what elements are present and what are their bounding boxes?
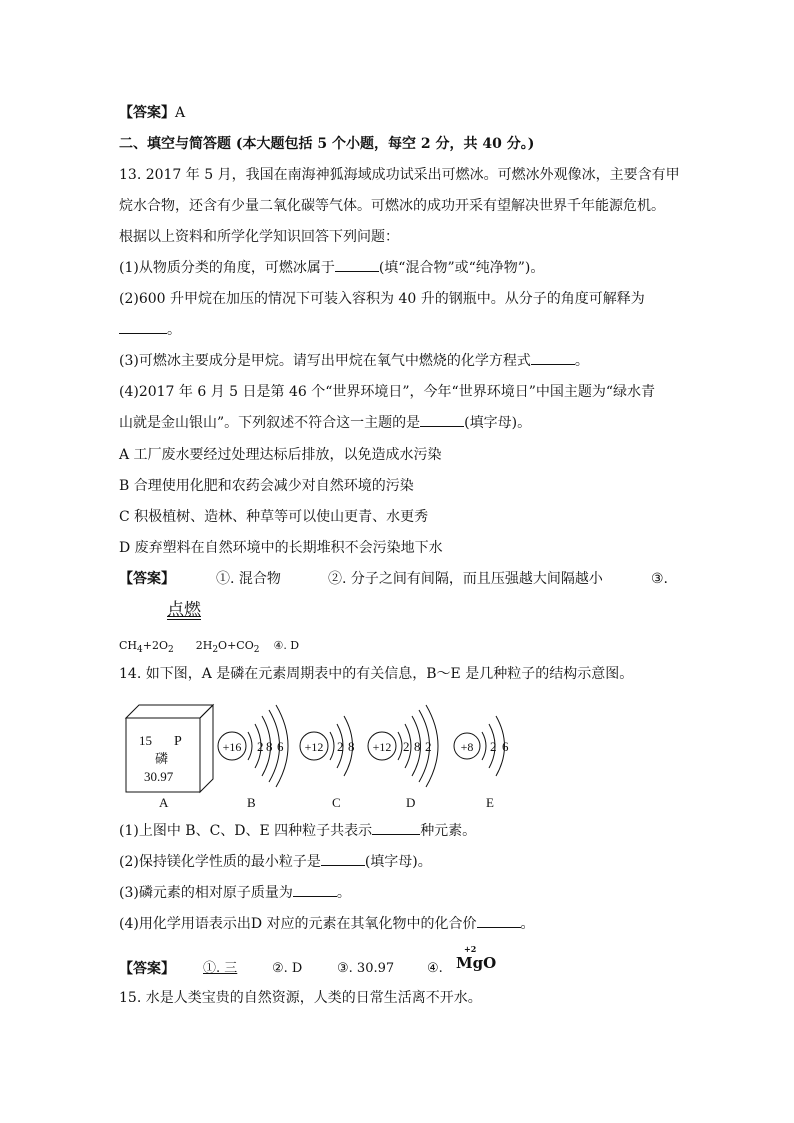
- nucleus-c: +12: [304, 740, 324, 754]
- q14-answer-3: ③. 30.97: [337, 961, 395, 976]
- q13-part2-cont: [119, 321, 181, 339]
- cube-symbol: P: [174, 734, 182, 749]
- q13-option-d: D 废弃塑料在自然环境中的长期堆积不会污染地下水: [119, 540, 443, 556]
- eq-o2-sub: 2: [167, 645, 174, 656]
- label-d: D: [406, 795, 416, 810]
- q13-part2: (2)600 升甲烷在加压的情况下可装入容积为 40 升的钢瓶中。从分子的角度可解释为: [119, 291, 645, 307]
- answer-label: 【答案】: [119, 105, 175, 121]
- q14-part4-text: (4)用化学用语表示出D 对应的元素在其氧化物中的化合价: [119, 916, 477, 932]
- shell-b-2: 8: [266, 739, 273, 754]
- q14-part1-text: (1)上图中 B、C、D、E 四种粒子共表示: [119, 823, 373, 839]
- answer-blank[interactable]: [477, 915, 521, 928]
- shell-e-1: 2: [490, 739, 497, 754]
- q13-part4-text: 山就是金山银山”。下列叙述不符合这一主题的是: [119, 415, 421, 431]
- answer-blank[interactable]: [321, 853, 365, 866]
- element-cube: [126, 705, 213, 792]
- eq-h2o-sub: 2: [212, 645, 219, 656]
- q14-answer-label: 【答案】: [119, 961, 175, 977]
- chemical-equation: [119, 637, 299, 659]
- atom-e: [454, 716, 509, 810]
- eq-ch4: CH: [119, 639, 138, 652]
- shell-d-2: 8: [414, 739, 421, 754]
- eq-co2-sub: 2: [253, 645, 260, 656]
- nucleus-d: +12: [372, 740, 392, 754]
- answer-blank[interactable]: [335, 259, 379, 272]
- q13-part3-text: (3)可燃冰主要成分是甲烷。请写出甲烷在氧气中燃烧的化学方程式: [119, 353, 531, 369]
- q15-intro: 15. 水是人类宝贵的自然资源，人类的日常生活离不开水。: [119, 990, 482, 1006]
- shell-c-2: 8: [348, 739, 355, 754]
- answer-blank[interactable]: [119, 321, 167, 334]
- eq-co2: O+CO: [218, 639, 254, 652]
- answer-blank[interactable]: [531, 352, 575, 365]
- answer-value: A: [175, 105, 186, 121]
- label-c: C: [332, 795, 341, 810]
- q13-option-b: B 合理使用化肥和农药会减少对自然环境的污染: [119, 478, 414, 494]
- q13-option-c: C 积极植树、造林、种草等可以使山更青、水更秀: [119, 509, 429, 525]
- q13-option-a: A 工厂废水要经过处理达标后排放，以免造成水污染: [119, 447, 442, 463]
- q14-answer-2: ②. D: [272, 961, 303, 976]
- atom-c: [300, 716, 355, 810]
- q14-answer-4: ④.: [427, 961, 443, 976]
- q13-part2-end: 。: [167, 322, 181, 338]
- q14-intro: 14. 如下图，A 是磷在元素周期表中的有关信息，B～E 是几种粒子的结构示意图。: [119, 666, 634, 682]
- q14-answer-1: [203, 960, 237, 978]
- valence-mark: +2: [464, 944, 477, 954]
- q13-part4: (4)2017 年 6 月 5 日是第 46 个“世界环境日”，今年“世界环境日”中国主题为“绿水青: [119, 384, 656, 400]
- q13-part1-hint: (填“混合物”或“纯净物”)。: [378, 260, 545, 276]
- magnesium-oxide-formula: MgO: [456, 954, 497, 972]
- q13-answer-label: 【答案】: [119, 571, 175, 587]
- atom-d: [368, 705, 438, 810]
- nucleus-b: +16: [222, 740, 242, 754]
- eq-h2o: 2H: [195, 639, 213, 652]
- q13-answer-3: ③.: [651, 571, 669, 587]
- q13-part1-text: (1)从物质分类的角度，可燃冰属于: [119, 260, 335, 276]
- eq-o2: +2O: [142, 639, 168, 652]
- q13-intro-line3: 根据以上资料和所学化学知识回答下列问题：: [119, 229, 399, 245]
- shell-d-1: 2: [403, 739, 410, 754]
- reaction-condition: 点燃: [167, 600, 201, 620]
- label-b: B: [247, 795, 256, 810]
- answer-blank[interactable]: [372, 822, 420, 835]
- q13-answer-2: ②. 分子之间有间隔，而且压强越大间隔越小: [328, 571, 603, 587]
- nucleus-e: +8: [460, 740, 474, 754]
- q14-part2-hint: (填字母)。: [364, 854, 432, 870]
- shell-b-1: 2: [257, 739, 264, 754]
- q14-part3-end: 。: [336, 885, 351, 901]
- q14-part4-end: 。: [520, 916, 535, 932]
- cube-element-name: 磷: [155, 751, 169, 766]
- q14-part2-text: (2)保持镁化学性质的最小粒子是: [119, 854, 321, 870]
- q13-part4-hint: (填字母)。: [464, 415, 532, 431]
- q13-answer-4: ④. D: [273, 639, 300, 652]
- label-a: A: [159, 795, 169, 810]
- q13-intro-line2: 烷水合物，还含有少量二氧化碳等气体。可燃冰的成功开采有望解决世界千年能源危机。: [119, 198, 665, 214]
- q13-answer-1: ①. 混合物: [216, 571, 281, 587]
- label-e: E: [486, 795, 494, 810]
- q14-part4: [119, 915, 535, 933]
- eq-ch4-sub: 4: [137, 645, 143, 656]
- q14-part1: [119, 822, 476, 840]
- atom-structure-diagram: [119, 700, 539, 812]
- shell-b-3: 6: [277, 739, 284, 754]
- cube-atomic-mass: 30.97: [144, 769, 174, 784]
- q14-part3-text: (3)磷元素的相对原子质量为: [119, 885, 293, 901]
- q14-part1-end: 种元素。: [420, 823, 477, 839]
- atom-b: [218, 705, 288, 810]
- section-heading: 二、填空与简答题 (本大题包括 5 个小题，每空 2 分，共 40 分。): [119, 136, 535, 152]
- shell-c-1: 2: [337, 739, 344, 754]
- q13-part1: [119, 259, 544, 277]
- q14-part2: [119, 853, 432, 871]
- q13-part3-end: 。: [574, 353, 589, 369]
- shell-d-3: 2: [425, 739, 432, 754]
- answer-blank[interactable]: [420, 414, 464, 427]
- q13-intro-line1: 13. 2017 年 5 月，我国在南海神狐海域成功试采出可燃冰。可燃冰外观像冰，主要含有甲: [119, 167, 680, 183]
- answer-blank[interactable]: [293, 884, 337, 897]
- cube-atomic-number: 15: [139, 733, 152, 748]
- shell-e-2: 6: [502, 739, 509, 754]
- q13-part4-cont: [119, 414, 531, 432]
- q14-part3: [119, 884, 351, 902]
- q13-part3: [119, 352, 589, 370]
- answer-line: [119, 104, 185, 122]
- q14-answer-1-text: ①. 三: [203, 961, 238, 976]
